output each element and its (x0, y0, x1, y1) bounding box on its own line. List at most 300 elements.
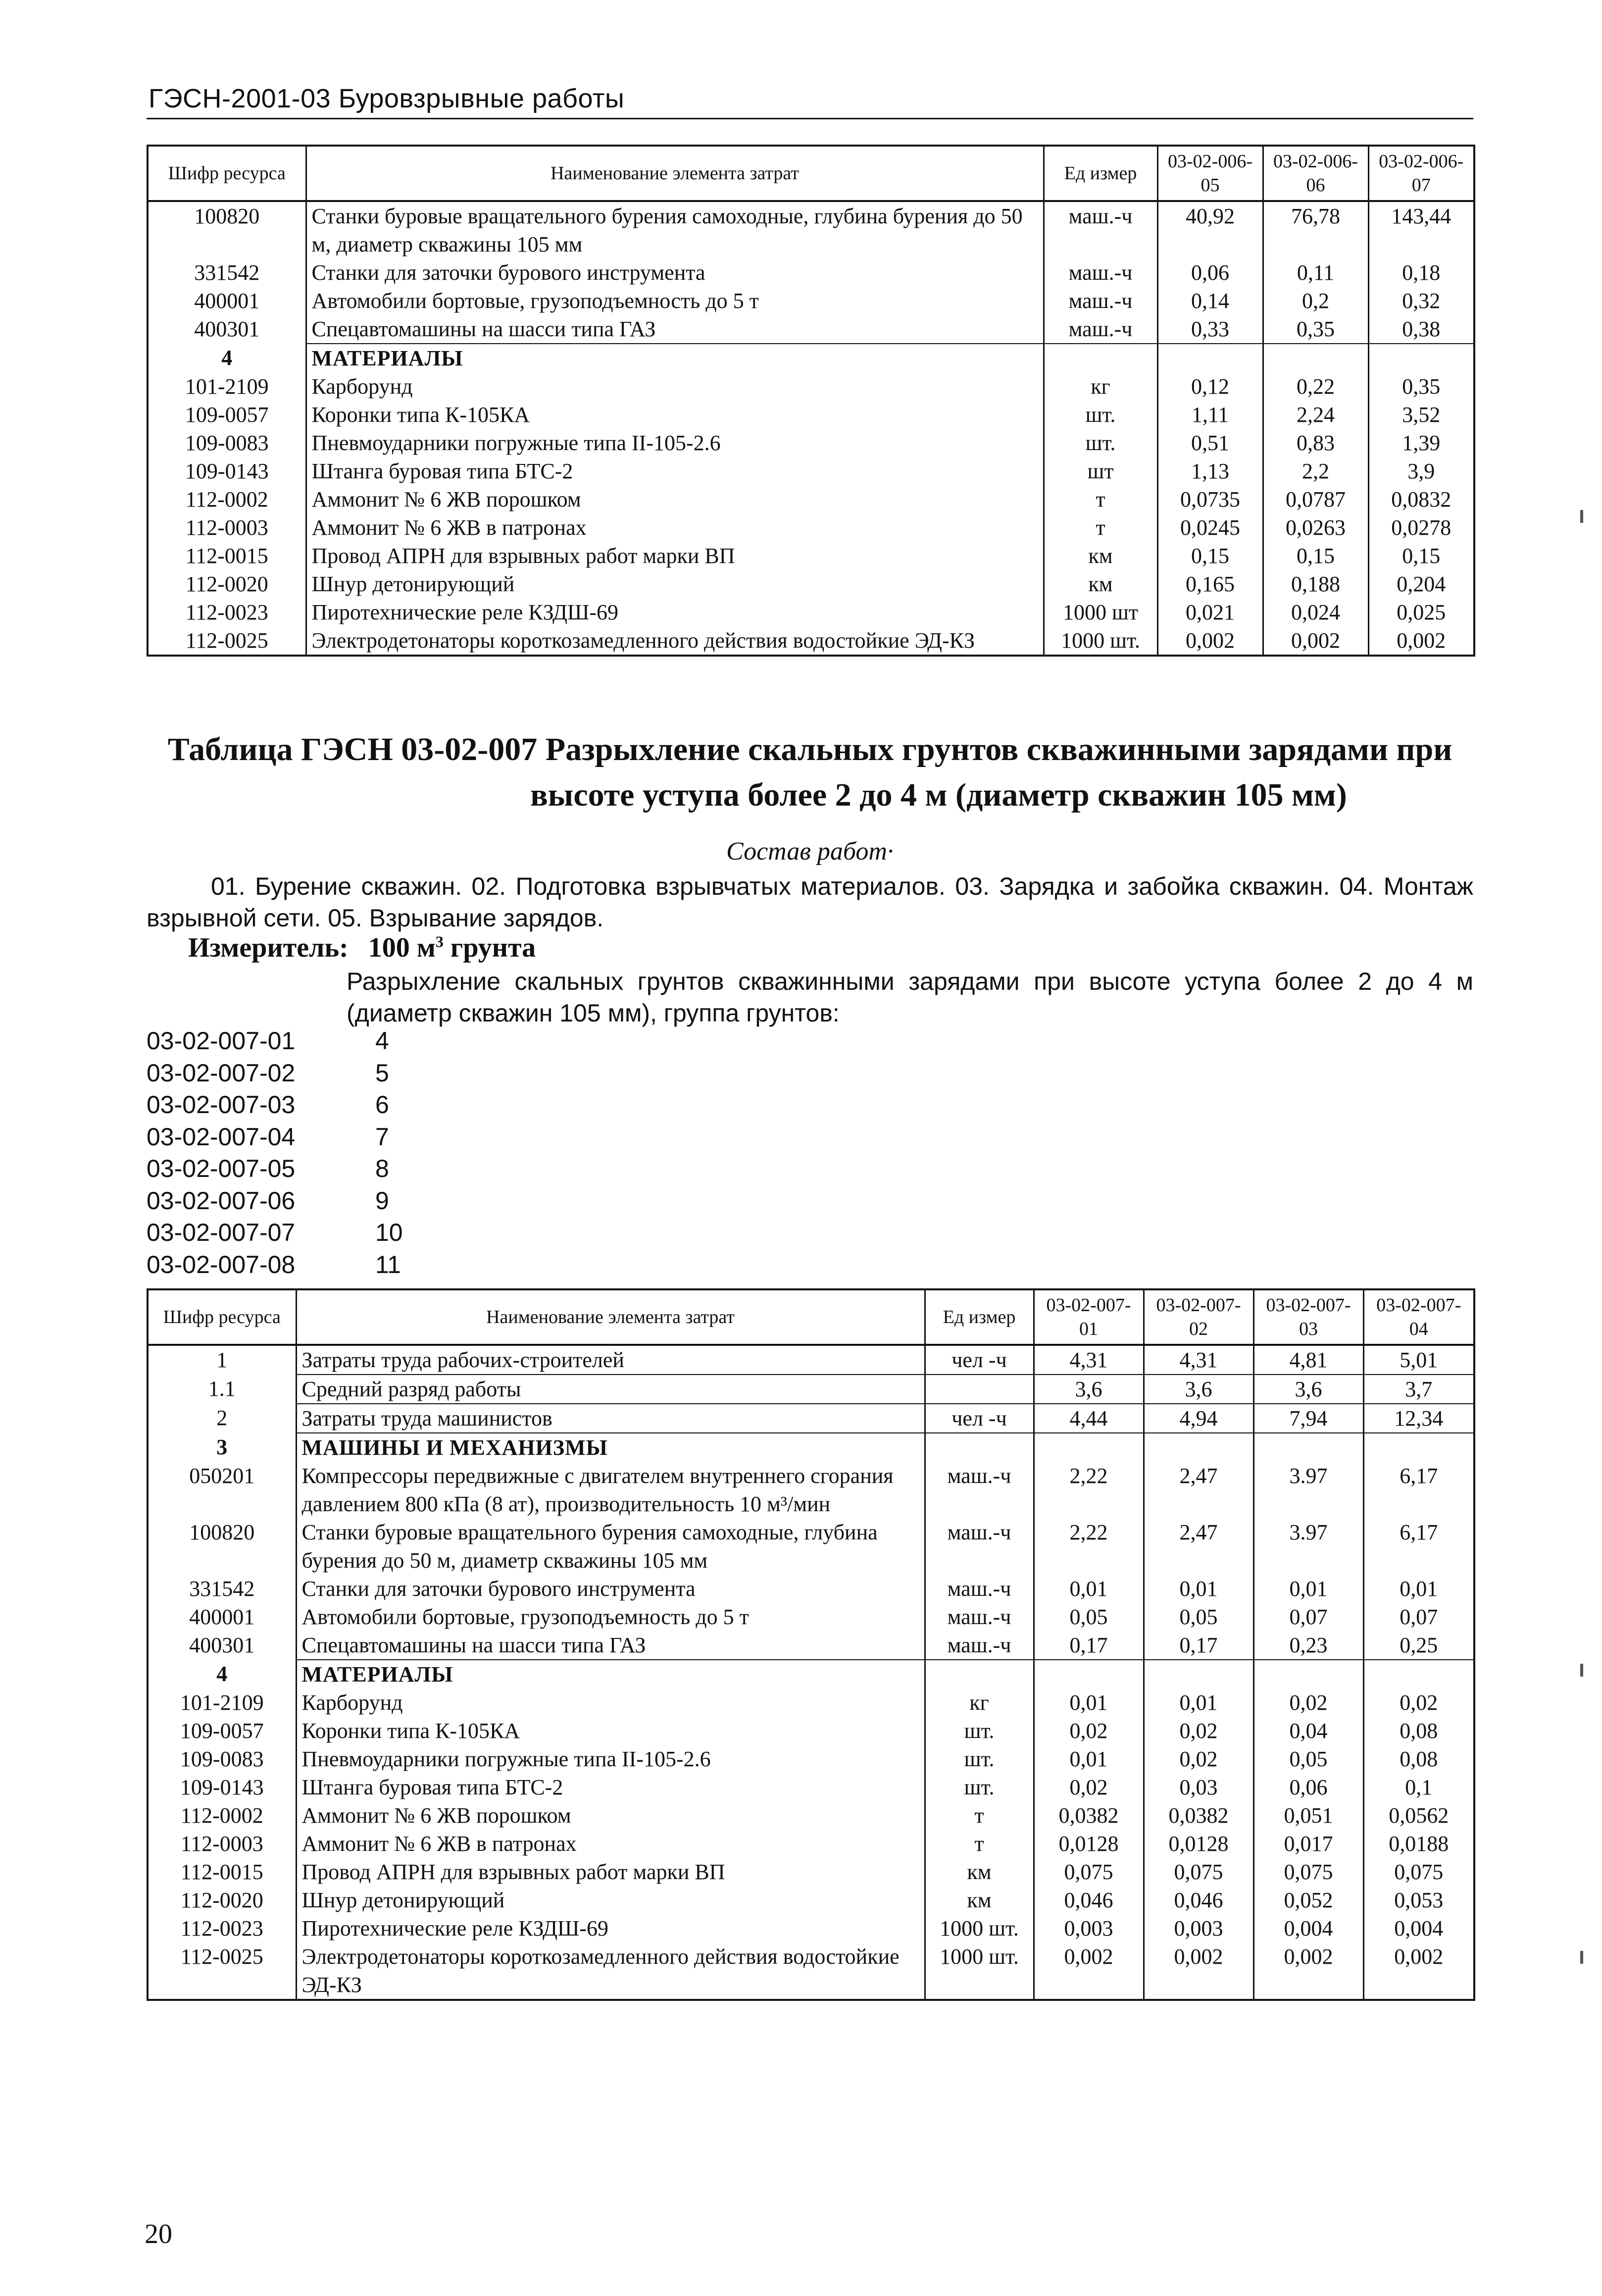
variant-code: 03-02-007-01 (147, 1027, 296, 1055)
variant-item (147, 1025, 403, 1057)
resource-unit: шт. (925, 1745, 1034, 1773)
resource-name: Шнур детонирующий (296, 1886, 925, 1914)
variant-group: 5 (375, 1059, 389, 1087)
resource-name: МАТЕРИАЛЫ (306, 344, 1044, 372)
resource-unit (925, 1660, 1034, 1688)
variant-list (147, 1025, 403, 1280)
resource-unit: км (925, 1858, 1034, 1886)
resource-value: 2,22 (1034, 1518, 1144, 1575)
resource-code: 100820 (148, 201, 306, 258)
meter-value (368, 932, 536, 963)
resource-value: 0,33 (1157, 315, 1263, 344)
variant-item (147, 1121, 403, 1153)
resource-value: 0,02 (1144, 1745, 1253, 1773)
resource-value: 76,78 (1263, 201, 1368, 258)
table-row (148, 401, 1474, 429)
table-row (148, 1603, 1474, 1631)
resource-code: 101-2109 (148, 1688, 296, 1717)
resource-name: Штанга буровая типа БТС-2 (296, 1773, 925, 1801)
resource-value: 0,046 (1034, 1886, 1144, 1914)
resource-unit: 1000 шт (1044, 598, 1157, 626)
resource-unit: км (1044, 542, 1157, 570)
resource-value: 0,0245 (1157, 513, 1263, 542)
variant-group: 9 (375, 1186, 389, 1215)
resource-name: Затраты труда рабочих-строителей (296, 1345, 925, 1375)
resource-value: 0,0128 (1144, 1830, 1253, 1858)
resource-name: Пиротехнические реле КЗДШ-69 (306, 598, 1044, 626)
resource-unit: т (925, 1830, 1034, 1858)
resource-value: 0,003 (1034, 1914, 1144, 1942)
resource-unit (925, 1433, 1034, 1462)
resource-value (1144, 1433, 1253, 1462)
resource-value: 0,17 (1144, 1631, 1253, 1660)
resource-value (1034, 1660, 1144, 1688)
meter (188, 932, 536, 964)
resource-value: 0,002 (1263, 626, 1368, 656)
variant-code: 03-02-007-06 (147, 1186, 296, 1215)
resource-name: Электродетонаторы короткозамедленного действия водостойкие ЭД-КЗ (306, 626, 1044, 656)
resource-value (1144, 1660, 1253, 1688)
resource-unit: т (925, 1801, 1034, 1830)
table-row (148, 1575, 1474, 1603)
resource-code: 109-0143 (148, 457, 306, 485)
table-row (148, 1345, 1474, 1375)
table-row (148, 1631, 1474, 1660)
table-section-row (148, 344, 1474, 372)
resource-unit: маш.-ч (925, 1462, 1034, 1518)
resource-code: 109-0083 (148, 1745, 296, 1773)
resource-unit: шт (1044, 457, 1157, 485)
resource-value: 0,052 (1253, 1886, 1363, 1914)
table-row (148, 542, 1474, 570)
resource-value: 3,6 (1253, 1375, 1363, 1404)
resource-unit: кг (925, 1688, 1034, 1717)
variant-group: 6 (375, 1091, 389, 1119)
table-row (148, 626, 1474, 656)
resource-name: Компрессоры передвижные с двигателем внутреннего сгорания давлением 800 кПа (8 ат), производительность 10 м³/мин (296, 1462, 925, 1518)
resource-name: Средний разряд работы (296, 1375, 925, 1404)
resource-code: 4 (148, 344, 306, 372)
resource-name: МАШИНЫ И МЕХАНИЗМЫ (296, 1433, 925, 1462)
resource-name: Шнур детонирующий (306, 570, 1044, 598)
resource-name: Станки буровые вращательного бурения самоходные, глубина бурения до 50 м, диаметр скважины 105 мм (306, 201, 1044, 258)
resource-value: 2,22 (1034, 1462, 1144, 1518)
header-col: 03-02-006-05 (1157, 146, 1263, 201)
resource-code: 112-0015 (148, 542, 306, 570)
table-row (148, 570, 1474, 598)
resource-value: 0,02 (1363, 1688, 1474, 1717)
resource-code: 331542 (148, 258, 306, 287)
resource-value: 0,0562 (1363, 1801, 1474, 1830)
resource-value: 0,002 (1034, 1942, 1144, 2000)
resource-unit: маш.-ч (1044, 258, 1157, 287)
resource-value: 0,02 (1034, 1773, 1144, 1801)
resource-value: 0,11 (1263, 258, 1368, 287)
resource-unit: 1000 шт. (925, 1914, 1034, 1942)
resource-value (1253, 1433, 1363, 1462)
resource-value: 2,2 (1263, 457, 1368, 485)
header-unit: Ед измер (1044, 146, 1157, 201)
resource-value: 1,11 (1157, 401, 1263, 429)
table-row (148, 429, 1474, 457)
resource-value: 0,1 (1363, 1773, 1474, 1801)
resource-code: 112-0025 (148, 626, 306, 656)
resource-code: 400001 (148, 1603, 296, 1631)
resource-value: 0,06 (1157, 258, 1263, 287)
header-col: 03-02-007-01 (1034, 1289, 1144, 1345)
header-col: 03-02-006-07 (1368, 146, 1474, 201)
resource-code: 109-0057 (148, 1717, 296, 1745)
resource-name: Затраты труда машинистов (296, 1404, 925, 1433)
resource-name: Аммонит № 6 ЖВ в патронах (306, 513, 1044, 542)
table-row (148, 201, 1474, 258)
resource-code: 112-0015 (148, 1858, 296, 1886)
header-col: 03-02-007-04 (1363, 1289, 1474, 1345)
resource-unit: шт. (1044, 429, 1157, 457)
resource-value: 0,12 (1157, 372, 1263, 401)
header-name: Наименование элемента затрат (296, 1289, 925, 1345)
resource-code: 112-0002 (148, 1801, 296, 1830)
resource-value: 0,0832 (1368, 485, 1474, 513)
resource-value: 40,92 (1157, 201, 1263, 258)
resource-value: 0,07 (1363, 1603, 1474, 1631)
resource-value (1263, 344, 1368, 372)
resource-value: 0,0128 (1034, 1830, 1144, 1858)
resource-value: 0,165 (1157, 570, 1263, 598)
resource-value: 0,0382 (1144, 1801, 1253, 1830)
resource-name: Штанга буровая типа БТС-2 (306, 457, 1044, 485)
meter-value-text: 100 м (368, 932, 436, 963)
resource-name: Аммонит № 6 ЖВ порошком (296, 1801, 925, 1830)
resource-unit: 1000 шт. (925, 1942, 1034, 2000)
resource-name: Карборунд (306, 372, 1044, 401)
variant-code: 03-02-007-02 (147, 1059, 296, 1087)
resource-value (1363, 1660, 1474, 1688)
resource-value: 3,7 (1363, 1375, 1474, 1404)
variant-item (147, 1153, 403, 1185)
resource-code: 400001 (148, 287, 306, 315)
resource-unit: км (925, 1886, 1034, 1914)
resource-code: 331542 (148, 1575, 296, 1603)
resource-unit: км (1044, 570, 1157, 598)
resource-value: 0,04 (1253, 1717, 1363, 1745)
resource-unit: маш.-ч (925, 1575, 1034, 1603)
resource-code: 4 (148, 1660, 296, 1688)
resource-unit: маш.-ч (925, 1518, 1034, 1575)
resource-value: 0,35 (1263, 315, 1368, 344)
resource-value: 0,01 (1034, 1745, 1144, 1773)
resource-unit: шт. (925, 1717, 1034, 1745)
table-row (148, 513, 1474, 542)
resource-code: 109-0083 (148, 429, 306, 457)
variant-group: 8 (375, 1155, 389, 1182)
resource-unit: маш.-ч (1044, 315, 1157, 344)
meter-suffix: грунта (450, 932, 536, 963)
resource-name: Спецавтомашины на шасси типа ГАЗ (296, 1631, 925, 1660)
resource-code: 112-0025 (148, 1942, 296, 2000)
resource-value: 3,9 (1368, 457, 1474, 485)
resource-code: 050201 (148, 1462, 296, 1518)
norm-description: Разрыхление скальных грунтов скважинными зарядами при высоте уступа более 2 до 4 м (диаметр скважин 105 мм), группа грунтов: (347, 968, 1473, 1027)
resource-unit: маш.-ч (1044, 287, 1157, 315)
resource-value: 0,02 (1253, 1688, 1363, 1717)
resource-value: 0,053 (1363, 1886, 1474, 1914)
variant-group: 7 (375, 1122, 389, 1151)
resource-value: 0,38 (1368, 315, 1474, 344)
resource-value: 0,02 (1034, 1717, 1144, 1745)
table-row (148, 1801, 1474, 1830)
variant-code: 03-02-007-08 (147, 1250, 296, 1278)
table-row (148, 1375, 1474, 1404)
resource-value: 2,47 (1144, 1518, 1253, 1575)
variant-code: 03-02-007-05 (147, 1155, 296, 1182)
table-section-row (148, 1433, 1474, 1462)
resource-value: 0,021 (1157, 598, 1263, 626)
resource-code: 112-0003 (148, 1830, 296, 1858)
variant-item (147, 1185, 403, 1217)
table-row (148, 1914, 1474, 1942)
resource-value: 0,0735 (1157, 485, 1263, 513)
resource-table-007 (147, 1288, 1475, 2001)
variant-item (147, 1249, 403, 1281)
resource-value: 3.97 (1253, 1518, 1363, 1575)
resource-unit: маш.-ч (1044, 201, 1157, 258)
resource-name: Провод АПРН для взрывных работ марки ВП (296, 1858, 925, 1886)
resource-value: 0,15 (1368, 542, 1474, 570)
resource-value: 0,075 (1034, 1858, 1144, 1886)
resource-value (1253, 1660, 1363, 1688)
resource-value: 4,81 (1253, 1345, 1363, 1375)
variant-group: 4 (375, 1027, 389, 1055)
resource-value: 7,94 (1253, 1404, 1363, 1433)
resource-name: Провод АПРН для взрывных работ марки ВП (306, 542, 1044, 570)
resource-value: 0,204 (1368, 570, 1474, 598)
resource-value: 0,002 (1253, 1942, 1363, 2000)
resource-value: 2,47 (1144, 1462, 1253, 1518)
page-number: 20 (145, 2219, 172, 2249)
resource-value: 3,6 (1144, 1375, 1253, 1404)
resource-name: Станки для заточки бурового инструмента (296, 1575, 925, 1603)
resource-value (1034, 1433, 1144, 1462)
table-row (148, 598, 1474, 626)
resource-value: 1,39 (1368, 429, 1474, 457)
resource-code: 400301 (148, 315, 306, 344)
table-row (148, 1745, 1474, 1773)
table-title-line: Таблица ГЭСН 03-02-007 Разрыхление скальных грунтов скважинными зарядами при (167, 731, 1452, 767)
table-title (147, 727, 1473, 818)
meter-sup: 3 (435, 932, 444, 951)
resource-value: 0,01 (1253, 1575, 1363, 1603)
resource-table-006 (147, 145, 1475, 657)
meter-label: Измеритель: (188, 932, 349, 963)
resource-value: 0,18 (1368, 258, 1474, 287)
table-header-row (148, 1289, 1474, 1345)
table-row (148, 1688, 1474, 1717)
resource-code: 101-2109 (148, 372, 306, 401)
variant-group: 10 (375, 1219, 403, 1246)
resource-value: 0,22 (1263, 372, 1368, 401)
resource-unit: чел -ч (925, 1345, 1034, 1375)
resource-code: 109-0057 (148, 401, 306, 429)
resource-value: 0,025 (1368, 598, 1474, 626)
table-row (148, 1773, 1474, 1801)
resource-code: 1.1 (148, 1375, 296, 1404)
resource-value: 0,07 (1253, 1603, 1363, 1631)
resource-code: 109-0143 (148, 1773, 296, 1801)
resource-value: 0,25 (1363, 1631, 1474, 1660)
resource-value (1363, 1433, 1474, 1462)
table-header-row (148, 146, 1474, 201)
resource-value: 12,34 (1363, 1404, 1474, 1433)
resource-unit: шт. (1044, 401, 1157, 429)
resource-name: Станки для заточки бурового инструмента (306, 258, 1044, 287)
variant-code: 03-02-007-04 (147, 1122, 296, 1151)
resource-value: 0,03 (1144, 1773, 1253, 1801)
resource-value: 0,01 (1034, 1688, 1144, 1717)
variant-group: 11 (375, 1250, 401, 1278)
resource-code: 112-0020 (148, 570, 306, 598)
resource-value: 0,2 (1263, 287, 1368, 315)
resource-value: 0,23 (1253, 1631, 1363, 1660)
resource-value: 0,004 (1253, 1914, 1363, 1942)
resource-name: Электродетонаторы короткозамедленного действия водостойкие ЭД-КЗ (296, 1942, 925, 2000)
resource-name: Аммонит № 6 ЖВ в патронах (296, 1830, 925, 1858)
resource-value: 6,17 (1363, 1518, 1474, 1575)
resource-code: 112-0020 (148, 1886, 296, 1914)
resource-name: МАТЕРИАЛЫ (296, 1660, 925, 1688)
margin-mark (1580, 1664, 1583, 1677)
resource-value: 0,017 (1253, 1830, 1363, 1858)
resource-value: 0,05 (1253, 1745, 1363, 1773)
resource-value: 5,01 (1363, 1345, 1474, 1375)
table-row (148, 287, 1474, 315)
running-header: ГЭСН-2001-03 Буровзрывные работы (149, 84, 625, 113)
resource-code: 112-0002 (148, 485, 306, 513)
variant-code: 03-02-007-03 (147, 1091, 296, 1119)
resource-name: Коронки типа К-105КА (296, 1717, 925, 1745)
resource-unit (925, 1375, 1034, 1404)
resource-value: 4,31 (1144, 1345, 1253, 1375)
resource-name: Аммонит № 6 ЖВ порошком (306, 485, 1044, 513)
resource-value (1368, 344, 1474, 372)
composition-text: 01. Бурение скважин. 02. Подготовка взрывчатых материалов. 03. Зарядка и забойка скважин. 04. Монтаж взрывной сети. 05. Взрывание зарядов. (147, 872, 1473, 932)
resource-code: 400301 (148, 1631, 296, 1660)
resource-value: 1,13 (1157, 457, 1263, 485)
resource-value: 0,08 (1363, 1717, 1474, 1745)
resource-name: Спецавтомашины на шасси типа ГАЗ (306, 315, 1044, 344)
resource-value: 0,14 (1157, 287, 1263, 315)
resource-value: 4,94 (1144, 1404, 1253, 1433)
resource-code: 2 (148, 1404, 296, 1433)
resource-value: 4,44 (1034, 1404, 1144, 1433)
resource-name: Автомобили бортовые, грузоподъемность до 5 т (306, 287, 1044, 315)
resource-value: 0,0188 (1363, 1830, 1474, 1858)
resource-name: Карборунд (296, 1688, 925, 1717)
header-code: Шифр ресурса (148, 146, 306, 201)
resource-value: 0,17 (1034, 1631, 1144, 1660)
resource-value: 0,15 (1157, 542, 1263, 570)
table-row (148, 457, 1474, 485)
table-row (148, 1858, 1474, 1886)
resource-value: 0,002 (1157, 626, 1263, 656)
resource-value: 4,31 (1034, 1345, 1144, 1375)
resource-value: 0,01 (1144, 1688, 1253, 1717)
table-row (148, 1886, 1474, 1914)
resource-value: 0,188 (1263, 570, 1368, 598)
table-row (148, 372, 1474, 401)
resource-value: 0,002 (1368, 626, 1474, 656)
resource-value: 2,24 (1263, 401, 1368, 429)
resource-value: 0,05 (1034, 1603, 1144, 1631)
resource-value: 0,0382 (1034, 1801, 1144, 1830)
resource-name: Автомобили бортовые, грузоподъемность до 5 т (296, 1603, 925, 1631)
resource-unit: 1000 шт. (1044, 626, 1157, 656)
resource-value: 0,003 (1144, 1914, 1253, 1942)
variant-code: 03-02-007-07 (147, 1219, 296, 1246)
resource-value: 0,08 (1363, 1745, 1474, 1773)
header-col: 03-02-007-02 (1144, 1289, 1253, 1345)
resource-value: 3,52 (1368, 401, 1474, 429)
resource-value: 0,06 (1253, 1773, 1363, 1801)
variant-item (147, 1057, 403, 1089)
resource-value: 0,002 (1144, 1942, 1253, 2000)
resource-name: Станки буровые вращательного бурения самоходные, глубина бурения до 50 м, диаметр скважины 105 мм (296, 1518, 925, 1575)
table-title-line: высоте уступа более 2 до 4 м (диаметр скважин 105 мм) (530, 777, 1347, 813)
table-row (148, 1942, 1474, 2000)
table-row (148, 1830, 1474, 1858)
table-row (148, 485, 1474, 513)
resource-code: 100820 (148, 1518, 296, 1575)
resource-unit: маш.-ч (925, 1603, 1034, 1631)
table-row (148, 1404, 1474, 1433)
header-code: Шифр ресурса (148, 1289, 296, 1345)
resource-value: 0,046 (1144, 1886, 1253, 1914)
resource-name: Коронки типа К-105КА (306, 401, 1044, 429)
header-name: Наименование элемента затрат (306, 146, 1044, 201)
resource-name: Пневмоударники погружные типа II-105-2.6 (306, 429, 1044, 457)
resource-value: 0,0787 (1263, 485, 1368, 513)
composition-label: Состав работ· (726, 837, 894, 866)
resource-value: 0,32 (1368, 287, 1474, 315)
resource-value: 0,051 (1253, 1801, 1363, 1830)
resource-unit (1044, 344, 1157, 372)
resource-value: 0,002 (1363, 1942, 1474, 2000)
resource-value: 143,44 (1368, 201, 1474, 258)
resource-value: 3.97 (1253, 1462, 1363, 1518)
resource-value: 0,0278 (1368, 513, 1474, 542)
resource-value: 0,075 (1363, 1858, 1474, 1886)
resource-unit: шт. (925, 1773, 1034, 1801)
resource-value: 0,024 (1263, 598, 1368, 626)
table-row (148, 1462, 1474, 1518)
margin-mark (1580, 1951, 1583, 1964)
variant-item (147, 1089, 403, 1121)
table-row (148, 258, 1474, 287)
resource-value: 0,004 (1363, 1914, 1474, 1942)
margin-mark (1580, 510, 1583, 523)
resource-code: 112-0023 (148, 598, 306, 626)
resource-value: 0,05 (1144, 1603, 1253, 1631)
resource-unit: т (1044, 513, 1157, 542)
resource-name: Пиротехнические реле КЗДШ-69 (296, 1914, 925, 1942)
resource-value: 0,01 (1034, 1575, 1144, 1603)
resource-value: 0,83 (1263, 429, 1368, 457)
table-row (148, 1518, 1474, 1575)
header-col: 03-02-007-03 (1253, 1289, 1363, 1345)
resource-value: 0,075 (1144, 1858, 1253, 1886)
resource-code: 112-0023 (148, 1914, 296, 1942)
resource-value: 0,15 (1263, 542, 1368, 570)
